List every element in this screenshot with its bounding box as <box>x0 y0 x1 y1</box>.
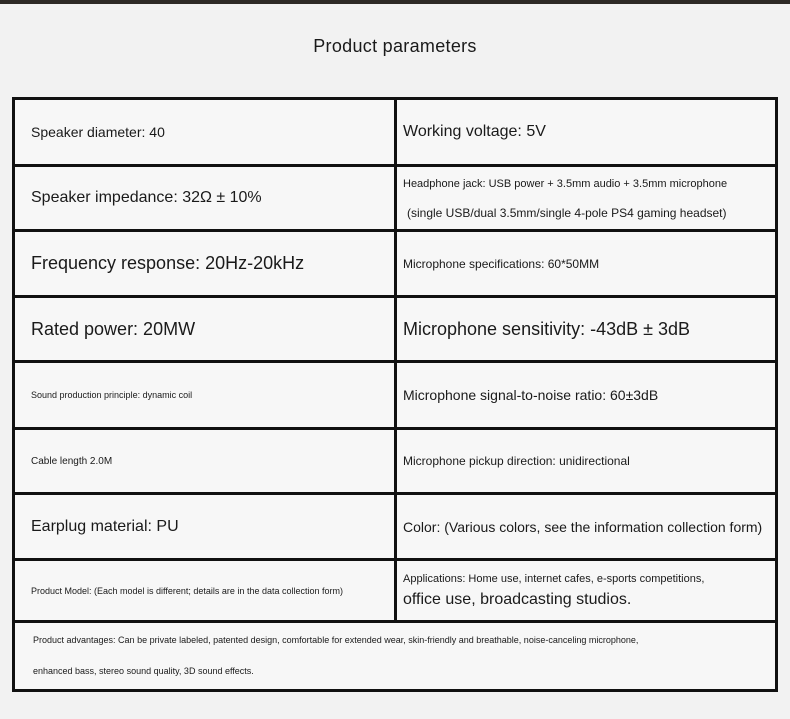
spec-microphone-sensitivity: Microphone sensitivity: -43dB ± 3dB <box>403 318 691 339</box>
spec-cable-length: Cable length 2.0M <box>15 430 397 492</box>
spec-applications <box>397 561 775 620</box>
page-title: Product parameters <box>313 36 477 56</box>
headphone-jack-line2: (single USB/dual 3.5mm/single 4-pole PS4 gaming headset) <box>407 206 727 220</box>
spec-headphone-jack <box>397 167 775 229</box>
spec-sound-production-principle: Sound production principle: dynamic coil <box>15 363 397 427</box>
top-border-strip <box>0 0 790 4</box>
table-row <box>15 561 775 623</box>
table-row <box>15 167 775 232</box>
spec-microphone-pickup-direction: Microphone pickup direction: unidirectional <box>403 454 630 468</box>
spec-speaker-impedance: Speaker impedance: 32Ω ± 10% <box>15 167 397 229</box>
table-row <box>15 430 775 495</box>
spec-frequency-response: Frequency response: 20Hz-20kHz <box>15 232 397 295</box>
spec-product-model: Product Model: (Each model is different; details are in the data collection form) <box>15 561 397 620</box>
spec-working-voltage: Working voltage: 5V <box>403 123 546 140</box>
table-row <box>15 495 775 561</box>
table-row <box>15 232 775 298</box>
product-advantages <box>15 623 775 689</box>
headphone-jack-line1: Headphone jack: USB power + 3.5mm audio + 3.5mm microphone <box>403 178 728 190</box>
spec-earplug-material: Earplug material: PU <box>15 495 397 558</box>
spec-rated-power: Rated power: 20MW <box>15 298 397 360</box>
spec-microphone-specifications: Microphone specifications: 60*50MM <box>403 256 600 271</box>
spec-speaker-diameter: Speaker diameter: 40 <box>15 100 397 164</box>
applications-line1: Applications: Home use, internet cafes, e-sports competitions, <box>403 572 705 585</box>
spec-microphone-snr: Microphone signal-to-noise ratio: 60±3dB <box>403 387 659 403</box>
table-row <box>15 100 775 167</box>
advantages-line2: enhanced bass, stereo sound quality, 3D sound effects. <box>33 666 254 676</box>
table-row <box>15 298 775 363</box>
applications-line2: office use, broadcasting studios. <box>403 590 632 608</box>
advantages-line1: Product advantages: Can be private labeled, patented design, comfortable for extended wear, skin-friendly and breathable, noise-canceling microphone, <box>33 635 639 645</box>
table-row <box>15 363 775 430</box>
spec-color: Color: (Various colors, see the information collection form) <box>403 518 763 535</box>
spec-table <box>12 97 778 692</box>
